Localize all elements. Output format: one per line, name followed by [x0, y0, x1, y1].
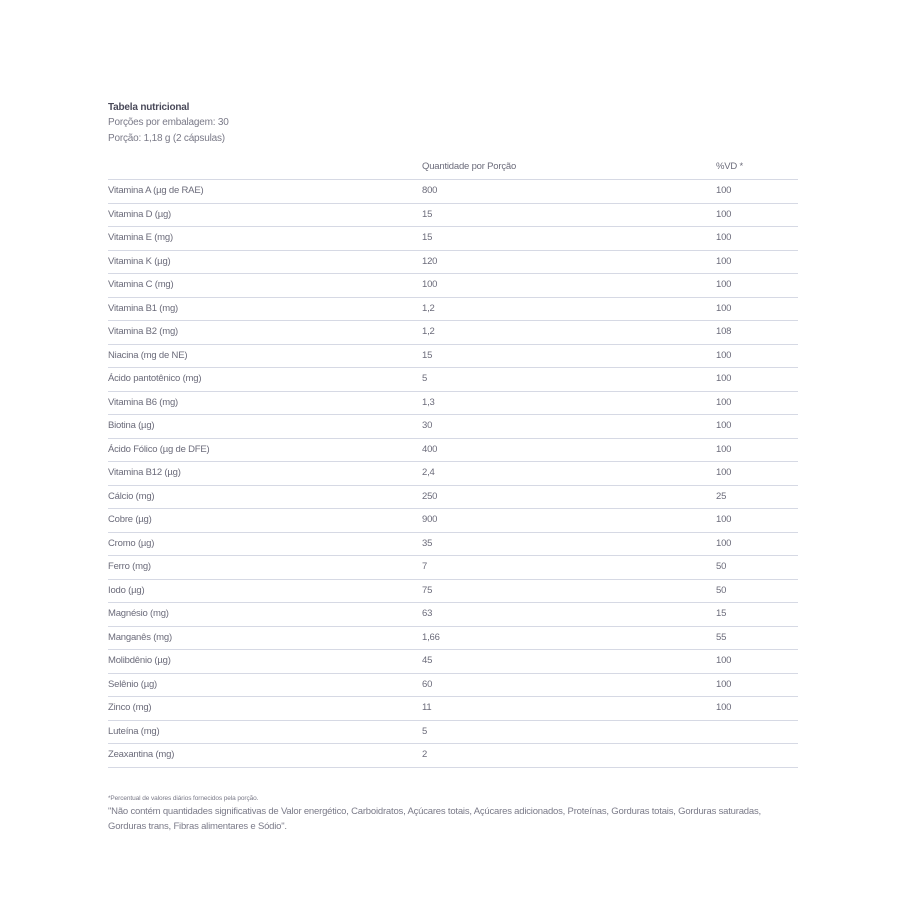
- nutrient-name: Vitamina C (mg): [108, 279, 174, 290]
- daily-value-percent: 100: [716, 702, 732, 713]
- quantity-per-portion: 2,4: [422, 467, 435, 478]
- table-row: [108, 673, 798, 697]
- quantity-per-portion: 11: [422, 702, 432, 713]
- quantity-per-portion: 1,2: [422, 326, 435, 337]
- table-row: [108, 321, 798, 345]
- daily-value-footnote: *Percentual de valores diários fornecidos pela porção.: [108, 794, 259, 802]
- quantity-per-portion: 2: [422, 749, 428, 760]
- quantity-per-portion: 800: [422, 185, 438, 196]
- daily-value-percent: 25: [716, 490, 727, 502]
- nutrient-name: Vitamina B2 (mg): [108, 326, 179, 337]
- daily-value-percent: 100: [716, 655, 732, 666]
- table-row: [108, 744, 798, 768]
- nutrient-name: Zinco (mg): [108, 702, 152, 713]
- nutrient-name: Magnésio (mg): [108, 608, 169, 619]
- table-row: [108, 579, 798, 603]
- quantity-per-portion: 63: [422, 608, 433, 619]
- table-row: [108, 250, 798, 274]
- table-row: [108, 180, 798, 204]
- quantity-per-portion: 400: [422, 443, 438, 455]
- table-row: [108, 650, 798, 674]
- nutrient-name: Selênio (µg): [108, 678, 158, 690]
- table-row: [108, 697, 798, 721]
- table-row: [108, 485, 798, 509]
- table-title: Tabela nutricional: [108, 102, 190, 113]
- nutrient-name: Cobre (µg): [108, 514, 152, 525]
- daily-value-percent: 100: [716, 232, 732, 243]
- daily-value-percent: 100: [716, 537, 732, 549]
- nutrient-name: Zeaxantina (mg): [108, 749, 175, 760]
- nutrient-name: Ácido Fólico (µg de DFE): [108, 443, 210, 455]
- column-header-daily-value: %VD *: [716, 161, 743, 172]
- nutrient-name: Niacina (mg de NE): [108, 349, 188, 361]
- daily-value-percent: 100: [716, 396, 732, 408]
- quantity-per-portion: 900: [422, 514, 438, 525]
- nutrient-name: Vitamina B12 (µg): [108, 467, 181, 478]
- nutrient-name: Manganês (mg): [108, 631, 172, 643]
- daily-value-percent: 100: [716, 302, 732, 314]
- quantity-per-portion: 1,3: [422, 396, 435, 408]
- quantity-per-portion: 120: [422, 255, 438, 267]
- daily-value-percent: 108: [716, 326, 732, 337]
- daily-value-percent: 15: [716, 608, 727, 619]
- daily-value-percent: 100: [716, 420, 732, 431]
- table-row: [108, 603, 798, 627]
- quantity-per-portion: 75: [422, 584, 433, 596]
- table-row: [108, 556, 798, 580]
- nutrient-name: Vitamina D (µg): [108, 208, 172, 220]
- daily-value-percent: 100: [716, 208, 732, 220]
- nutrient-name: Biotina (µg): [108, 420, 155, 431]
- nutrient-name: Ácido pantotênico (mg): [108, 373, 202, 384]
- quantity-per-portion: 1,2: [422, 302, 435, 314]
- daily-value-percent: 100: [716, 514, 732, 525]
- quantity-per-portion: 15: [422, 208, 433, 220]
- table-row: [108, 438, 798, 462]
- nutrition-table: [108, 157, 798, 768]
- nutrient-name: Cromo (µg): [108, 537, 155, 549]
- not-significant-footnote: "Não contém quantidades significativas de Valor energético, Carboidratos, Açúcares totais, Açúcares adicionados, Proteínas, Gorduras totais, Gorduras saturadas, Gorduras trans, Fibras alimentares e Sódio".: [108, 805, 761, 832]
- daily-value-percent: 100: [716, 467, 732, 478]
- daily-value-percent: 100: [716, 373, 732, 384]
- table-row: [108, 203, 798, 227]
- servings-per-package: Porções por embalagem: 30: [108, 117, 229, 128]
- nutrition-facts-panel: [108, 101, 798, 834]
- quantity-per-portion: 60: [422, 678, 433, 690]
- table-row: [108, 720, 798, 744]
- daily-value-percent: 50: [716, 561, 727, 572]
- daily-value-percent: 100: [716, 185, 732, 196]
- quantity-per-portion: 250: [422, 490, 438, 502]
- quantity-per-portion: 30: [422, 420, 433, 431]
- nutrient-name: Vitamina K (µg): [108, 255, 171, 267]
- daily-value-percent: 50: [716, 584, 727, 596]
- table-row: [108, 509, 798, 533]
- quantity-per-portion: 100: [422, 279, 438, 290]
- quantity-per-portion: 45: [422, 655, 433, 666]
- table-row: [108, 391, 798, 415]
- quantity-per-portion: 35: [422, 537, 433, 549]
- nutrient-name: Vitamina E (mg): [108, 232, 173, 243]
- daily-value-percent: 100: [716, 678, 732, 690]
- quantity-per-portion: 1,66: [422, 631, 440, 643]
- table-row: [108, 462, 798, 486]
- nutrient-name: Vitamina A (µg de RAE): [108, 185, 204, 196]
- table-row: [108, 274, 798, 298]
- daily-value-percent: [716, 744, 798, 768]
- quantity-per-portion: 15: [422, 349, 433, 361]
- table-row: [108, 532, 798, 556]
- nutrient-name: Iodo (µg): [108, 584, 145, 596]
- quantity-per-portion: 7: [422, 561, 428, 572]
- column-header-quantity: Quantidade por Porção: [422, 161, 517, 172]
- table-header-row: [108, 157, 798, 180]
- table-row: [108, 626, 798, 650]
- nutrient-name: Ferro (mg): [108, 561, 151, 572]
- quantity-per-portion: 15: [422, 232, 433, 243]
- nutrient-name: Vitamina B1 (mg): [108, 302, 179, 314]
- table-row: [108, 297, 798, 321]
- daily-value-percent: 100: [716, 349, 732, 361]
- footnotes: [108, 794, 798, 834]
- table-row: [108, 368, 798, 392]
- quantity-per-portion: 5: [422, 373, 428, 384]
- daily-value-percent: 100: [716, 443, 732, 455]
- daily-value-percent: 55: [716, 631, 727, 643]
- table-row: [108, 227, 798, 251]
- nutrient-name: Luteína (mg): [108, 725, 160, 737]
- column-header-nutrient: [108, 157, 422, 180]
- portion-size: Porção: 1,18 g (2 cápsulas): [108, 133, 225, 144]
- daily-value-percent: 100: [716, 279, 732, 290]
- nutrient-name: Molibdênio (µg): [108, 655, 171, 666]
- quantity-per-portion: 5: [422, 725, 428, 737]
- daily-value-percent: 100: [716, 255, 732, 267]
- nutrient-name: Cálcio (mg): [108, 490, 155, 502]
- nutrient-name: Vitamina B6 (mg): [108, 396, 179, 408]
- table-row: [108, 344, 798, 368]
- daily-value-percent: [716, 720, 798, 744]
- table-row: [108, 415, 798, 439]
